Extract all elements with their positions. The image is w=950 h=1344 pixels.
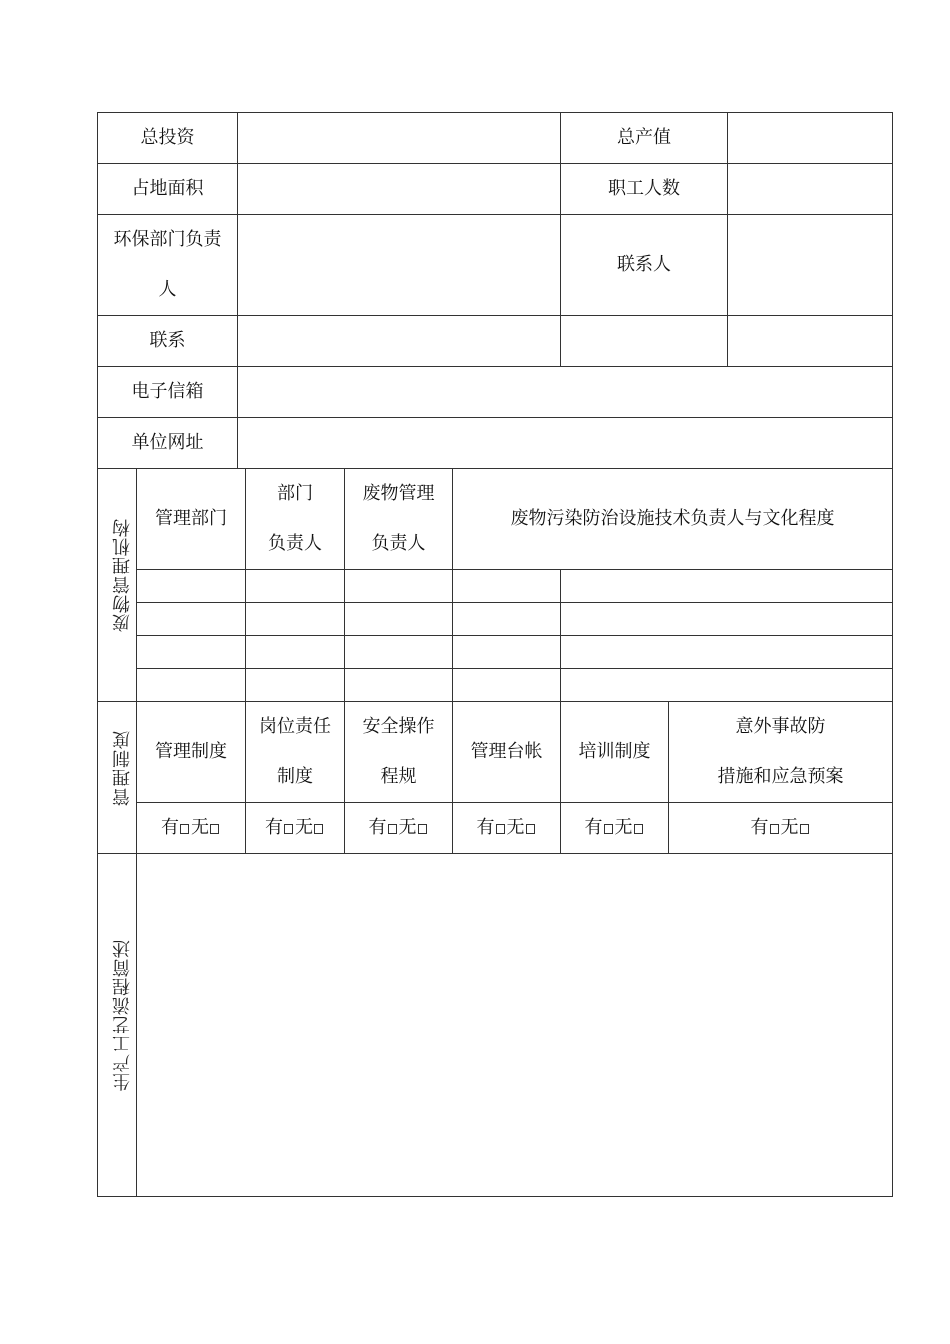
- org-row2-manager[interactable]: [345, 603, 453, 636]
- no-label: 无: [398, 817, 417, 838]
- org-row2-head[interactable]: [246, 603, 345, 636]
- no-checkbox[interactable]: [210, 824, 219, 834]
- env-dept-head-field[interactable]: [238, 215, 561, 316]
- org-row3-dept[interactable]: [137, 636, 246, 669]
- staff-count-field[interactable]: [728, 164, 893, 215]
- land-area-field[interactable]: [238, 164, 561, 215]
- system-item-2-line1: 岗位责任: [259, 716, 331, 737]
- waste-manager-header: [345, 469, 453, 570]
- dept-head-header-line2: 负责人: [268, 533, 322, 554]
- system-item-6-line1: 意外事故防: [735, 716, 826, 737]
- org-row2-dept[interactable]: [137, 603, 246, 636]
- total-output-label: 总产值: [561, 113, 728, 164]
- system-item-4: [453, 702, 561, 803]
- contact-extra-field-b[interactable]: [728, 316, 893, 367]
- no-checkbox[interactable]: [418, 824, 427, 834]
- env-dept-head-line2: 人: [158, 279, 177, 300]
- system-item-4-choice[interactable]: [453, 803, 561, 854]
- yes-checkbox[interactable]: [496, 824, 505, 834]
- system-item-2-line2: 制度: [277, 766, 313, 787]
- no-checkbox[interactable]: [526, 824, 535, 834]
- system-item-5-choice[interactable]: [561, 803, 669, 854]
- org-row3-head[interactable]: [246, 636, 345, 669]
- system-item-3-choice[interactable]: [345, 803, 453, 854]
- yes-label: 有: [265, 817, 283, 838]
- system-item-2: [246, 702, 345, 803]
- contact-extra-field-a[interactable]: [561, 316, 728, 367]
- dept-head-header-line1: 部门: [277, 483, 313, 504]
- process-side-text: 生产工艺流程简述: [112, 939, 133, 1091]
- system-item-6-line2: 措施和应急预案: [717, 766, 844, 787]
- staff-count-label: 职工人数: [561, 164, 728, 215]
- website-field[interactable]: [238, 418, 893, 469]
- no-label: 无: [295, 817, 313, 838]
- org-row1-dept[interactable]: [137, 570, 246, 603]
- mgmt-system-side-label: [98, 702, 137, 854]
- total-investment-field[interactable]: [238, 113, 561, 164]
- org-row1-manager[interactable]: [345, 570, 453, 603]
- org-row4-manager[interactable]: [345, 669, 453, 702]
- yes-checkbox[interactable]: [604, 824, 613, 834]
- org-row3-tech[interactable]: [453, 636, 561, 669]
- system-item-3-line2: 程规: [380, 766, 417, 787]
- total-investment-label: 总投资: [98, 113, 238, 164]
- system-item-1-line1: 管理制度: [155, 741, 227, 762]
- mgmt-dept-header: 管理部门: [137, 469, 246, 570]
- registration-form-table: [97, 112, 893, 1197]
- waste-manager-header-line2: 负责人: [371, 533, 426, 554]
- contact-person-field[interactable]: [728, 215, 893, 316]
- org-row4-education[interactable]: [561, 669, 893, 702]
- yes-label: 有: [368, 817, 387, 838]
- yes-checkbox[interactable]: [770, 824, 779, 834]
- yes-label: 有: [476, 817, 495, 838]
- env-dept-head-label: [98, 215, 238, 316]
- no-label: 无: [780, 817, 799, 838]
- system-item-5: [561, 702, 669, 803]
- mgmt-system-side-text: 管理制度: [112, 729, 133, 806]
- email-field[interactable]: [238, 367, 893, 418]
- system-item-3-line1: 安全操作: [362, 716, 435, 737]
- org-row4-head[interactable]: [246, 669, 345, 702]
- system-item-1: [137, 702, 246, 803]
- total-output-field[interactable]: [728, 113, 893, 164]
- no-label: 无: [191, 817, 209, 838]
- waste-org-side-label: [98, 469, 137, 702]
- org-row1-head[interactable]: [246, 570, 345, 603]
- system-item-3: [345, 702, 453, 803]
- no-checkbox[interactable]: [314, 824, 323, 834]
- system-item-6-choice[interactable]: [669, 803, 893, 854]
- system-item-4-line1: 管理台帐: [470, 741, 543, 762]
- org-row4-dept[interactable]: [137, 669, 246, 702]
- land-area-label: 占地面积: [98, 164, 238, 215]
- org-row3-education[interactable]: [561, 636, 893, 669]
- waste-manager-header-line1: 废物管理: [362, 483, 435, 504]
- no-label: 无: [614, 817, 633, 838]
- org-row4-tech[interactable]: [453, 669, 561, 702]
- org-row2-tech[interactable]: [453, 603, 561, 636]
- no-checkbox[interactable]: [634, 824, 643, 834]
- process-description-field[interactable]: [137, 854, 893, 1197]
- yes-label: 有: [161, 817, 179, 838]
- org-row1-education[interactable]: [561, 570, 893, 603]
- dept-head-header: [246, 469, 345, 570]
- yes-label: 有: [750, 817, 769, 838]
- contact-field[interactable]: [238, 316, 561, 367]
- contact-label: 联系: [98, 316, 238, 367]
- system-item-1-choice[interactable]: [137, 803, 246, 854]
- no-label: 无: [506, 817, 525, 838]
- env-dept-head-line1: 环保部门负责: [113, 229, 222, 250]
- contact-person-label: 联系人: [561, 215, 728, 316]
- no-checkbox[interactable]: [800, 824, 809, 834]
- yes-label: 有: [584, 817, 603, 838]
- process-side-label: [98, 854, 137, 1197]
- waste-org-side-text: 废物管理机构: [112, 518, 133, 632]
- yes-checkbox[interactable]: [388, 824, 397, 834]
- org-row1-tech[interactable]: [453, 570, 561, 603]
- yes-checkbox[interactable]: [284, 824, 293, 834]
- system-item-5-line1: 培训制度: [578, 741, 651, 762]
- email-label: 电子信箱: [98, 367, 238, 418]
- org-row2-education[interactable]: [561, 603, 893, 636]
- yes-checkbox[interactable]: [180, 824, 189, 834]
- system-item-2-choice[interactable]: [246, 803, 345, 854]
- org-row3-manager[interactable]: [345, 636, 453, 669]
- website-label: 单位网址: [98, 418, 238, 469]
- system-item-6: [669, 702, 893, 803]
- tech-head-header: 废物污染防治设施技术负责人与文化程度: [453, 469, 893, 570]
